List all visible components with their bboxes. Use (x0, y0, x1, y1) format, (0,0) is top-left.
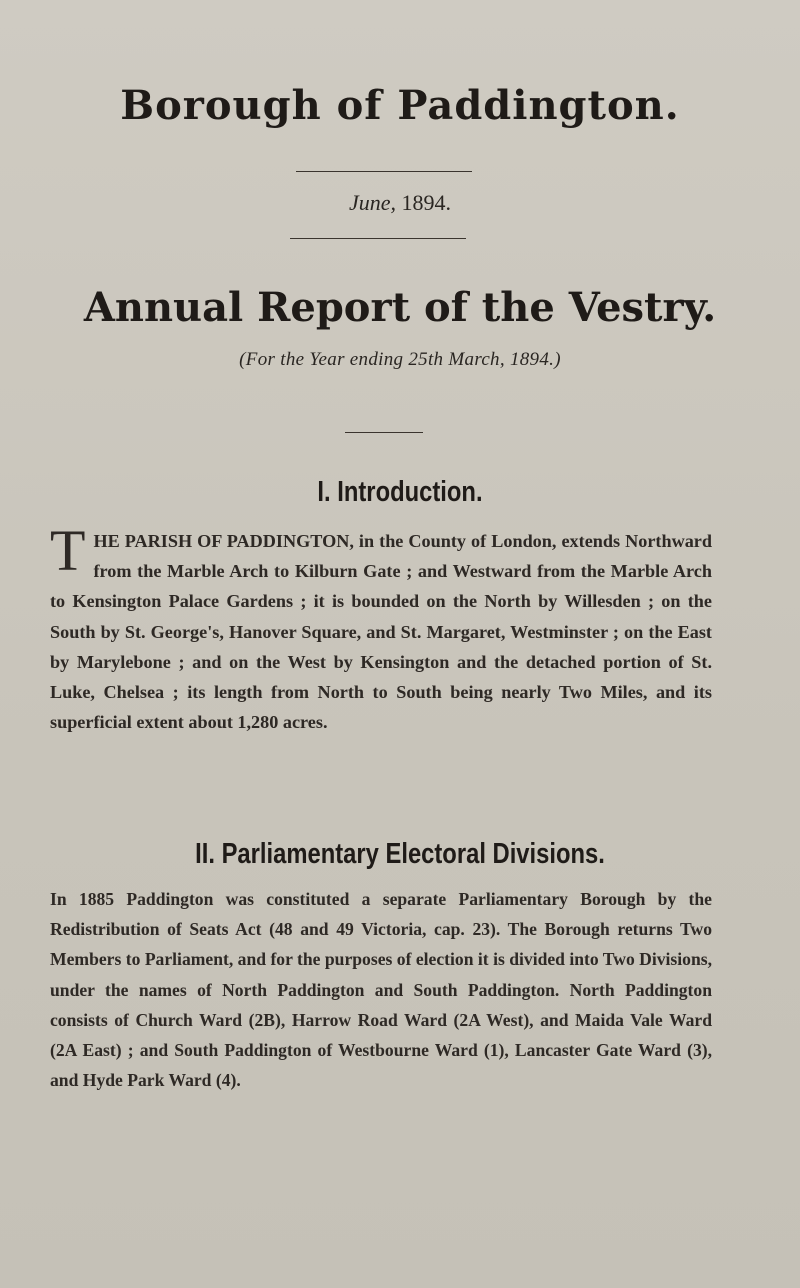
report-subtitle: (For the Year ending 25th March, 1894.) (239, 349, 561, 370)
report-title: Annual Report of the Vestry. (83, 284, 717, 331)
section-heading-introduction: I. Introduction. (317, 476, 483, 508)
divider-rule (345, 432, 423, 433)
intro-lead-words: HE PARISH OF PADDINGTON, (93, 531, 354, 551)
drop-cap: T (50, 518, 86, 583)
divider-rule (290, 238, 466, 239)
borough-title: Borough of Paddington. (120, 82, 680, 129)
report-date (0, 190, 800, 216)
intro-text: in the County of London, extends Northward from the Marble Arch to Kilburn Gate ; and Westward from the Marble Arch to Kensington Palace Gardens ; it is bounded on the North by Willesden ; on the South by St. George's, Hanover Square, and St. Margaret, Westminster ; on the East by Marylebone ; and on the West by Kensington and the detached portion of St. Luke, Chelsea ; its length from North to South being nearly Two Miles, and its superficial extent about 1,280 acres. (50, 531, 712, 733)
introduction-paragraph (50, 518, 712, 737)
section-heading-divisions: II. Parliamentary Electoral Divisions. (195, 838, 605, 870)
divider-rule (296, 171, 472, 172)
divisions-paragraph: In 1885 Paddington was constituted a separate Parliamentary Borough by the Redistribution of Seats Act (48 and 49 Victoria, cap. 23). The Borough returns Two Members to Parliament, and for the purposes of election it is divided into Two Divisions, under the names of North Paddington and South Paddington. North Paddington consists of Church Ward (2B), Harrow Road Ward (2A West), and Maida Vale Ward (2A East) ; and South Paddington of Westbourne Ward (1), Lancaster Gate Ward (3), and Hyde Park Ward (4). (50, 889, 712, 1091)
date-year: 1894. (401, 190, 452, 215)
date-month: June, (348, 190, 397, 215)
